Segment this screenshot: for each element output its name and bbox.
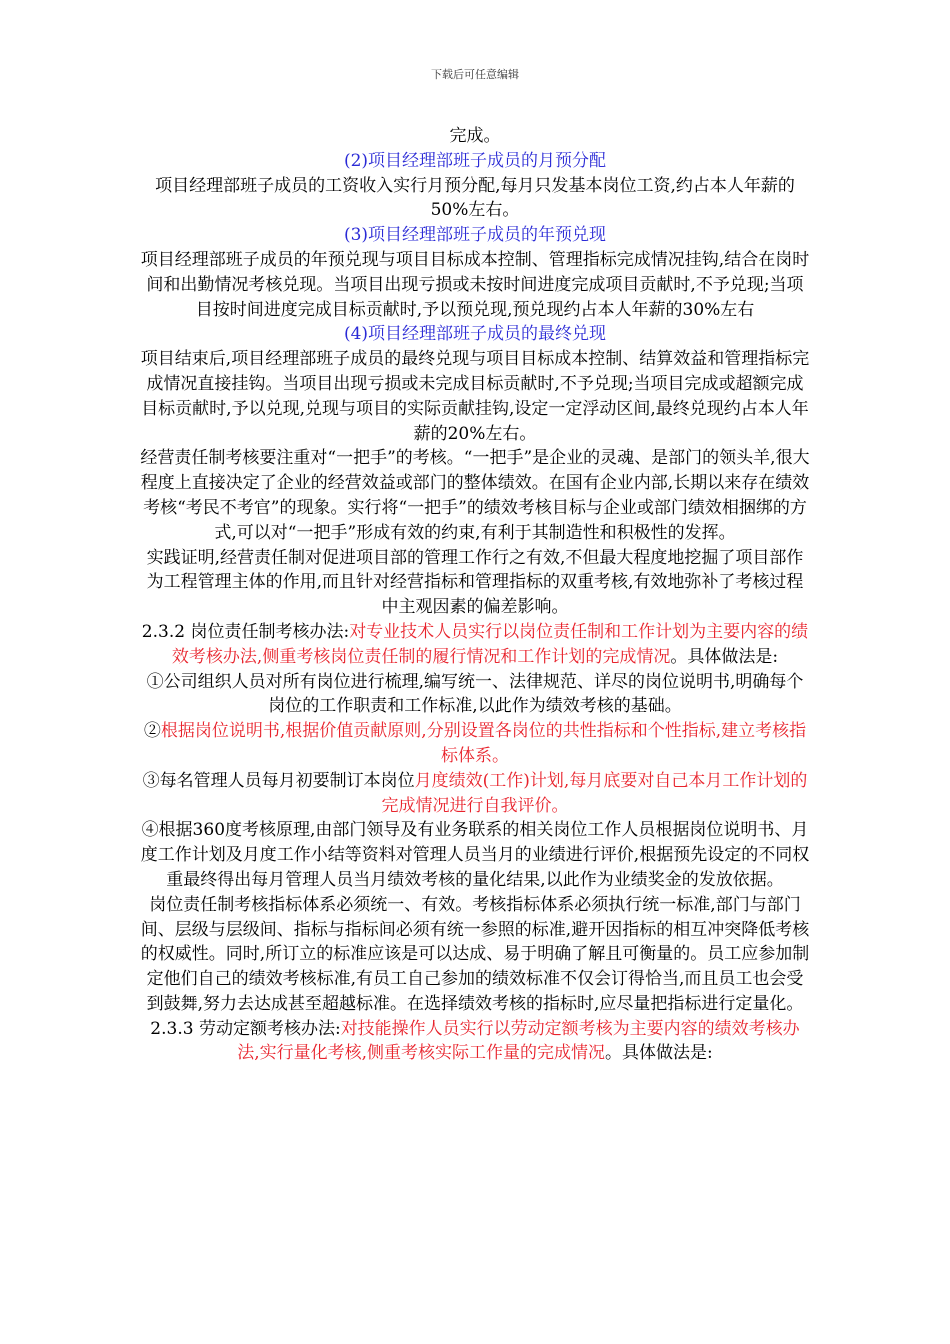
paragraph <box>140 818 810 892</box>
text-segment: (4)项目经理部班子成员的最终兑现 <box>343 324 607 345</box>
paragraph <box>140 719 810 769</box>
text-segment: ④根据360度考核原理,由部门领导及有业务联系的相关岗位工作人员根据岗位说明书、月度工作计划及月度工作小结等资料对管理人员当月的业绩进行评价,根据预先设定的不同权重最终得出每月管理人员当月绩效考核的量化结果,以此作为业绩奖金的发放依据。 <box>140 820 810 890</box>
paragraph <box>140 620 810 670</box>
text-segment: (3)项目经理部班子成员的年预兑现 <box>343 225 607 246</box>
text-segment: 对技能操作人员实行以劳动定额考核为主要内容的绩效考核办法,实行量化考核,侧重考核实际工作量的完成情况 <box>237 1018 800 1064</box>
text-segment: 项目结束后,项目经理部班子成员的最终兑现与项目目标成本控制、结算效益和管理指标完成情况直接挂钩。当项目出现亏损或未完成目标贡献时,不予兑现;当项目完成或超额完成目标贡献时,予以兑现,兑现与项目的实际贡献挂钩,设定一定浮动区间,最终兑现约占本人年薪的20%左右。 <box>140 349 810 444</box>
document-body <box>140 124 810 1066</box>
paragraph <box>140 769 810 819</box>
text-segment: 2.3.2 岗位责任制考核办法: <box>141 621 350 642</box>
paragraph <box>140 1017 810 1067</box>
text-segment: 项目经理部班子成员的年预兑现与项目目标成本控制、管理指标完成情况挂钩,结合在岗时间和出勤情况考核兑现。当项目出现亏损或未按时间进度完成项目贡献时,不予兑现;当项目按时间进度完成目标贡献时,予以预兑现,预兑现约占本人年薪的30%左右 <box>140 249 810 320</box>
paragraph <box>140 223 810 248</box>
text-segment: ③每名管理人员每月初要制订本岗位 <box>142 770 415 791</box>
text-segment: 根据岗位说明书,根据价值贡献原则,分别设置各岗位的共性指标和个性指标,建立考核指标体系。 <box>160 721 807 766</box>
text-segment: 。具体做法是: <box>605 1043 713 1064</box>
text-segment: 实践证明,经营责任制对促进项目部的管理工作行之有效,不但最大程度地挖掘了项目部作为工程管理主体的作用,而且针对经营指标和管理指标的双重考核,有效地弥补了考核过程中主观因素的偏差影响。 <box>146 547 804 618</box>
text-segment: 月度绩效(工作)计划,每月底要对自己本月工作计划的完成情况进行自我评价。 <box>381 770 808 816</box>
paragraph <box>140 446 810 545</box>
text-segment: 2.3.3 劳动定额考核办法: <box>150 1018 341 1039</box>
paragraph <box>140 174 810 224</box>
paragraph <box>140 347 810 446</box>
text-segment: 对专业技术人员实行以岗位责任制和工作计划为主要内容的绩效考核办法,侧重考核岗位责任制的履行情况和工作计划的完成情况 <box>171 621 809 667</box>
paragraph <box>140 322 810 347</box>
paragraph <box>140 893 810 1017</box>
text-segment: 项目经理部班子成员的工资收入实行月预分配,每月只发基本岗位工资,约占本人年薪的50%左右。 <box>155 175 795 221</box>
paragraph <box>140 248 810 322</box>
text-segment: 岗位责任制考核指标体系必须统一、有效。考核指标体系必须执行统一标准,部门与部门间、层级与层级间、指标与指标间必须有统一参照的标准,避开因指标的相互冲突降低考核的权威性。同时,所订立的标准应该是可以达成、易于明确了解且可衡量的。员工应参加制定他们自己的绩效考核标准,有员工自己参加的绩效标准不仅会订得恰当,而且员工也会受到鼓舞,努力去达成甚至超越标准。在选择绩效考核的指标时,应尽量把指标进行定量化。 <box>140 894 810 1014</box>
text-segment: 完成。 <box>449 126 501 146</box>
text-segment: ①公司组织人员对所有岗位进行梳理,编写统一、法律规范、详尽的岗位说明书,明确每个岗位的工作职责和工作标准,以此作为绩效考核的基础。 <box>146 671 804 717</box>
paragraph <box>140 124 810 149</box>
paragraph <box>140 670 810 720</box>
text-segment: ② <box>143 721 161 742</box>
page-header: 下载后可任意编辑 <box>431 68 519 81</box>
paragraph <box>140 546 810 620</box>
text-segment: (2)项目经理部班子成员的月预分配 <box>343 150 607 171</box>
text-segment: 。具体做法是: <box>670 646 779 667</box>
paragraph <box>140 149 810 174</box>
text-segment: 经营责任制考核要注重对“一把手”的考核。“一把手”是企业的灵魂、是部门的领头羊,很大程度上直接决定了企业的经营效益或部门的整体绩效。在国有企业内部,长期以来存在绩效考核“考民不考官”的现象。实行将“一把手”的绩效考核目标与企业或部门绩效相捆绑的方式,可以对“一把手”形成有效的约束,有利于其制造性和积极性的发挥。 <box>140 448 810 543</box>
